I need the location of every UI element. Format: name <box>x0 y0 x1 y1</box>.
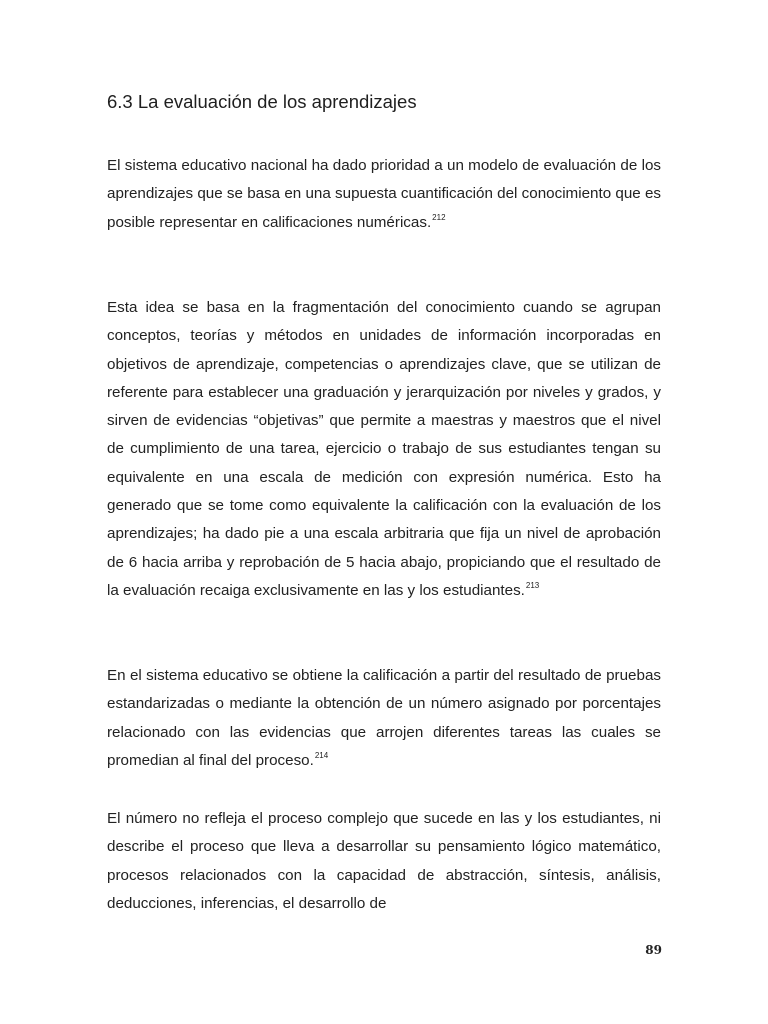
paragraph-2-text: Esta idea se basa en la fragmentación del conocimiento cuando se agrupan conceptos, teorías y métodos en unidades de información incorporadas en objetivos de aprendizaje, competencias o aprendizajes clave, que se utilizan de referente para establecer una graduación y jerarquización por niveles y grados, y sirven de evidencias “objetivas” que permite a maestras y maestros que el nivel de cumplimiento de una tarea, ejercicio o trabajo de sus estudiantes tengan su equivalente en una escala de medición con expresión numérica. Esto ha generado que se tome como equivalente la calificación con la evaluación de los aprendizajes; ha dado pie a una escala arbitraria que fija un nivel de aprobación de 6 hacia arriba y reprobación de 5 hacia abajo, propiciando que el resultado de la evaluación recaiga exclusivamente en las y los estudiantes. <box>107 299 661 599</box>
paragraph-1-text: El sistema educativo nacional ha dado prioridad a un modelo de evaluación de los aprendizajes que se basa en una supuesta cuantificación del conocimiento que es posible representar en calificaciones numéricas. <box>107 157 661 231</box>
paragraph-2 <box>107 294 661 605</box>
footnote-ref-214[interactable]: 214 <box>314 750 329 760</box>
paragraph-4-text: El número no refleja el proceso complejo que sucede en las y los estudiantes, ni describe el proceso que lleva a desarrollar su pensamiento lógico matemático, procesos relacionados con la capacidad de abstracción, síntesis, análisis, deducciones, inferencias, el desarrollo de <box>107 810 661 912</box>
footnote-ref-213[interactable]: 213 <box>525 580 540 590</box>
page-number: 89 <box>645 943 662 957</box>
paragraph-3-text: En el sistema educativo se obtiene la calificación a partir del resultado de pruebas estandarizadas o mediante la obtención de un número asignado por porcentajes relacionado con las evidencias que arrojen diferentes tareas las cuales se promedian al final del proceso. <box>107 667 661 769</box>
paragraph-3 <box>107 662 661 775</box>
paragraph-1 <box>107 152 661 237</box>
section-heading: 6.3 La evaluación de los aprendizajes <box>107 91 417 112</box>
paragraph-4 <box>107 805 661 918</box>
footnote-ref-212[interactable]: 212 <box>432 212 446 222</box>
